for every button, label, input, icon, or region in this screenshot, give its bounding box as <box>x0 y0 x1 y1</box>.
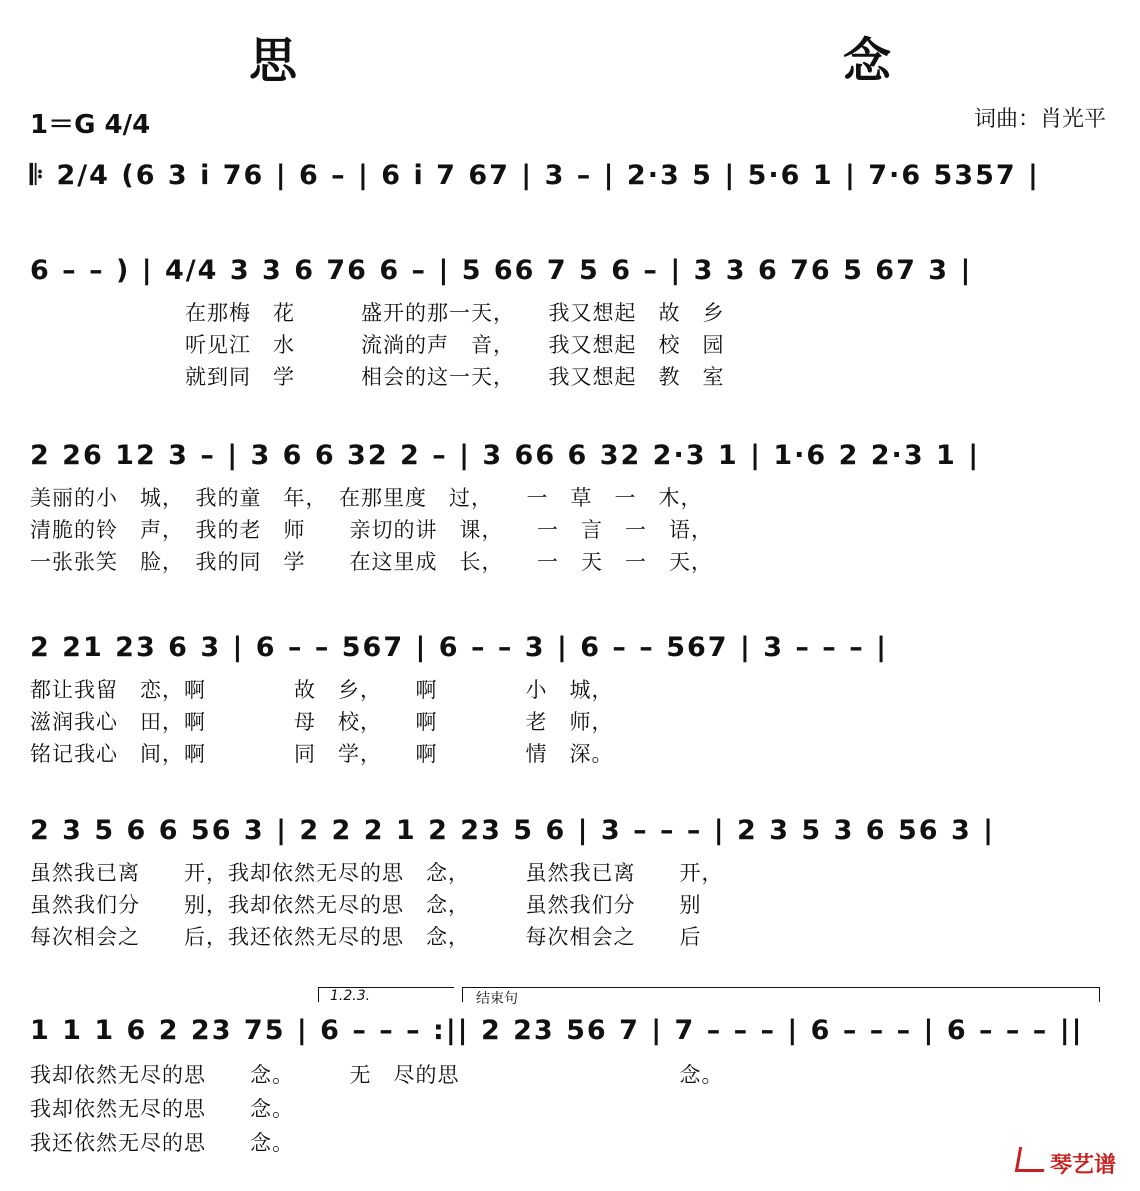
lyric-verse-2: 我却依然无尽的思 念。 <box>30 1097 294 1121</box>
final-ending-bracket <box>462 987 1100 1002</box>
lyric-verse-3: 我还依然无尽的思 念。 <box>30 1131 294 1155</box>
lyric-verse-3: 铭记我心 间，啊 同 学， 啊 情 深。 <box>30 742 614 766</box>
song-title: 思 念 <box>248 33 1041 89</box>
notation-line: 𝄆 2/4 (6 3 i 76 | 6 – | 6 i 7 67 | 3 – | 2·3 5 | 5·6 1 | 7·6 5357 | <box>30 160 1040 191</box>
lyric-verse-2: 清脆的铃 声， 我的老 师 亲切的讲 课， 一 言 一 语， <box>30 518 713 542</box>
first-ending-label: 1.2.3. <box>330 988 371 1004</box>
lyric-verse-1: 美丽的小 城， 我的童 年， 在那里度 过， 一 草 一 木， <box>30 486 703 510</box>
lyric-verse-2: 听见江 水 流淌的声 音， 我又想起 校 园 <box>185 333 725 357</box>
notation-line: 2 3 5 6 6 56 3 | 2 2 2 1 2 23 5 6 | 3 – – – | 2 3 5 3 6 56 3 | <box>30 815 995 846</box>
lyric-verse-2: 滋润我心 田，啊 母 校， 啊 老 师， <box>30 710 614 734</box>
lyric-verse-1: 在那梅 花 盛开的那一天， 我又想起 故 乡 <box>185 301 725 325</box>
lyric-verse-1: 虽然我已离 开，我却依然无尽的思 念， 虽然我已离 开， <box>30 861 724 885</box>
lyric-verse-3: 一张张笑 脸， 我的同 学 在这里成 长， 一 天 一 天， <box>30 550 713 574</box>
lyric-verse-1: 都让我留 恋，啊 故 乡， 啊 小 城， <box>30 678 614 702</box>
lyric-verse-1: 我却依然无尽的思 念。 无 尽的思 念。 <box>30 1063 724 1087</box>
notation-line: 2 21 23 6 3 | 6 – – 567 | 6 – – 3 | 6 – – 567 | 3 – – – | <box>30 632 888 663</box>
key-signature: 1＝G 4/4 <box>30 110 151 140</box>
lyric-verse-3: 就到同 学 相会的这一天， 我又想起 教 室 <box>185 365 725 389</box>
final-ending-label: 结束句 <box>476 991 518 1007</box>
lyric-verse-3: 每次相会之 后，我还依然无尽的思 念， 每次相会之 后 <box>30 925 702 949</box>
notation-line: 2 26 12 3 – | 3 6 6 32 2 – | 3 66 6 32 2·3 1 | 1·6 2 2·3 1 | <box>30 440 981 471</box>
composer-credit: 词曲：肖光平 <box>973 107 1106 132</box>
logo-mark-icon <box>1015 1147 1048 1172</box>
site-logo <box>1017 1147 1116 1179</box>
notation-line: 6 – – ) | 4/4 3 3 6 76 6 – | 5 66 7 5 6 – | 3 3 6 76 5 67 3 | <box>30 255 973 286</box>
notation-line: 1 1 1 6 2 23 75 | 6 – – – :|| 2 23 56 7 | 7 – – – | 6 – – – | 6 – – – || <box>30 1015 1084 1046</box>
lyric-verse-2: 虽然我们分 别，我却依然无尽的思 念， 虽然我们分 别 <box>30 893 702 917</box>
logo-text: 琴艺谱 <box>1049 1153 1116 1178</box>
